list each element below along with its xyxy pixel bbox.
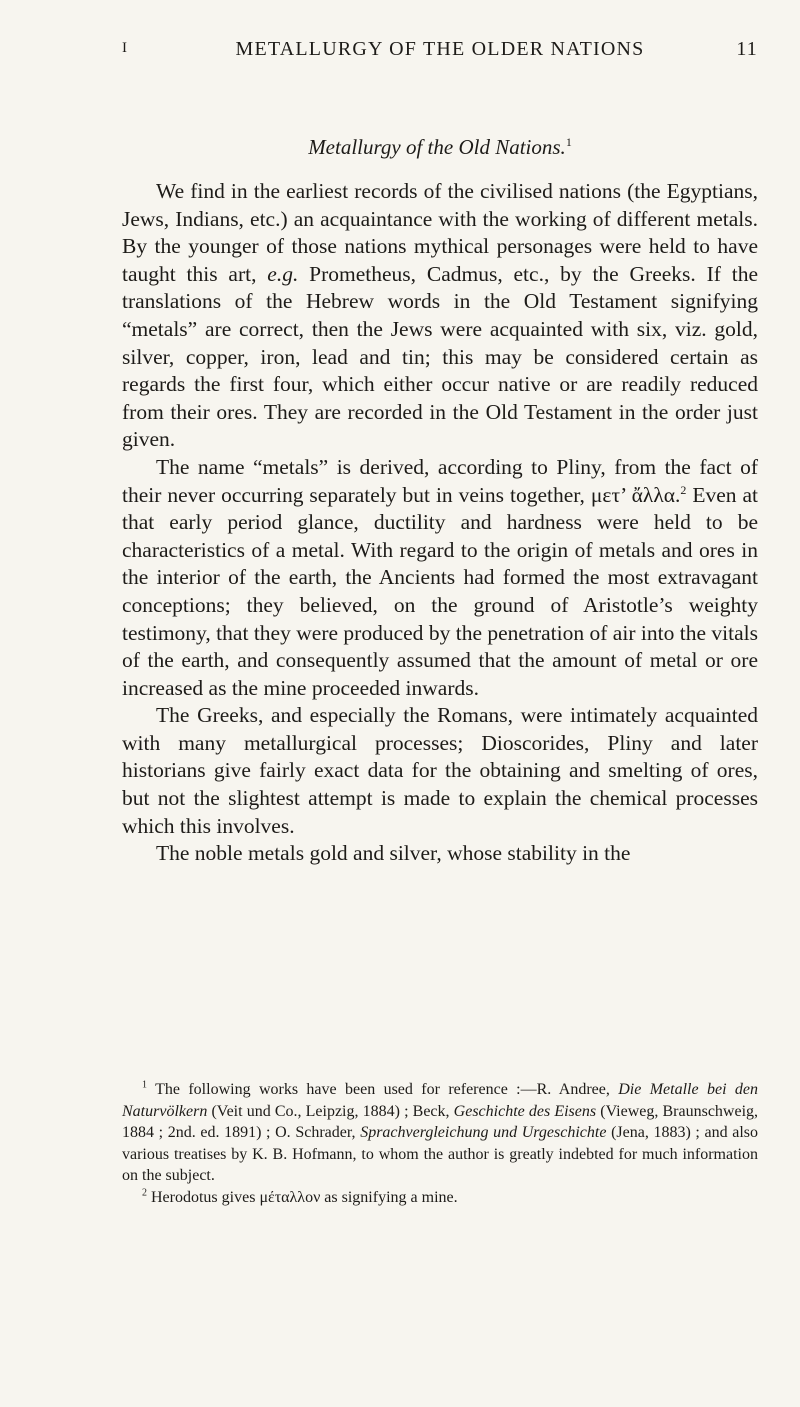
footnote-2-text: Herodotus gives: [151, 1188, 256, 1206]
running-title: METALLURGY OF THE OLDER NATIONS: [235, 38, 645, 60]
footnote-2-mark: 2: [142, 1187, 147, 1199]
page-number: 11: [736, 38, 758, 60]
paragraph-2-text: The name “metals” is derived, according to Pliny, from the fact of their never occurring separately but in veins together,: [122, 454, 758, 507]
footnote-2: [122, 1187, 758, 1209]
section-title-text: Metallurgy of the Old Nations.: [308, 135, 566, 159]
footnote-1: [122, 1079, 758, 1187]
footnote-1-text-b: (Veit und Co., Leipzig, 1884) ; Beck,: [211, 1102, 450, 1120]
footnote-ref-1: 1: [565, 135, 572, 149]
eg-abbrev: e.g.: [267, 261, 299, 286]
paragraph-1-text: We find in the earliest records of the civilised nations (the Egyptians, Jews, Indians, etc.) an acquaintance with the working of different metals. By the younger of those nations mythical personages were held to have taught this art,: [122, 179, 758, 286]
footnote-2-text-b: as signifying a mine.: [324, 1188, 458, 1206]
paragraph-2-text-cont: Even at that early period glance, ductility and hardness were held to be characteristics of a metal. With regard to the origin of metals and ores in the interior of the earth, the Ancients had formed the most extravagant conceptions; they believed, on the ground of Aristotle’s weighty testimony, that they were produced by the penetration of air into the vitals of the earth, and consequently assumed that the amount of metal or ore increased as the mine proceeded inwards.: [122, 482, 759, 700]
greek-phrase: μετ’ ἄλλα.: [590, 482, 681, 507]
footnotes: [122, 1079, 758, 1208]
greek-word: μέταλλον: [259, 1188, 321, 1206]
paragraph-1: [122, 178, 758, 454]
chapter-numeral: I: [122, 40, 129, 56]
footnote-1-mark: 1: [142, 1079, 147, 1091]
body-text: [122, 178, 758, 868]
book-title-2: Geschichte des Eisens: [453, 1102, 597, 1120]
footnote-1-text: The following works have been used for reference :—R. Andree,: [155, 1081, 610, 1098]
footnote-1-text-d: (Jena, 1883) ; and also various treatises by K. B. Hofmann, to whom the author is greatly indebted for much information on the subject.: [122, 1124, 759, 1184]
paragraph-4: The noble metals gold and silver, whose stability in the: [156, 841, 631, 866]
book-title-1: Die Metalle bei den Naturvölkern: [122, 1081, 758, 1120]
book-title-3: Sprachvergleichung und Urgeschichte: [360, 1124, 607, 1141]
footnote-ref-2: 2: [680, 482, 687, 497]
section-title: [122, 135, 758, 160]
running-head: [122, 38, 758, 64]
paragraph-1-text-cont: Prometheus, Cadmus, etc., by the Greeks. If the translations of the Hebrew words in the Old Testament signifying “metals” are correct, then the Jews were acquainted with six, viz. gold, silver, copper, iron, lead and tin; this may be considered certain as regards the first four, which either occur native or are readily reduced from their ores. They are recorded in the Old Testament in the order just given.: [122, 261, 758, 452]
paragraph-2: [122, 454, 758, 702]
footnote-1-text-c: (Vieweg, Braunschweig, 1884 ; 2nd. ed. 1891) ; O. Schrader,: [122, 1102, 759, 1141]
paragraph-3: The Greeks, and especially the Romans, were intimately acquainted with many metallurgical processes; Dioscorides, Pliny and later historians give fairly exact data for the obtaining and smelting of ores, but not the slightest attempt is made to explain the chemical processes which this involves.: [122, 703, 758, 838]
